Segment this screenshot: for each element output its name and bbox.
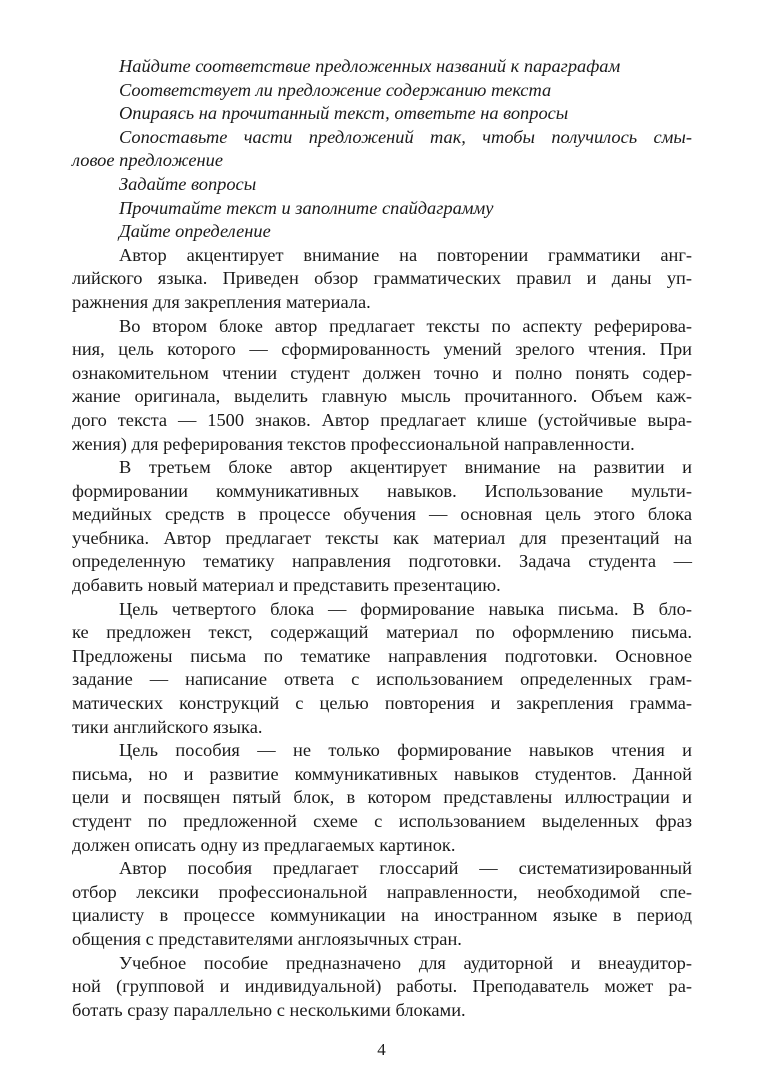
text-line: ражнения для закрепления материала.: [72, 291, 371, 312]
text-line: ке предложен текст, содержащий материал по оформлению письма.: [72, 622, 692, 643]
text-line: Цель пособия — не только формирование навыков чтения и: [119, 740, 692, 761]
text-line: должен описать одну из предлагаемых картинок.: [72, 834, 456, 855]
instruction-line: Дайте определение: [119, 221, 271, 242]
paragraph-block-four: [72, 598, 692, 740]
paragraph-glossary: [72, 857, 692, 951]
text-line: циалисту в процессе коммуникации на иностранном языке в период: [72, 905, 692, 926]
text-line: задание — написание ответа с использованием определенных грам-: [72, 669, 692, 690]
text-line: ной (групповой и индивидуальной) работы. Преподаватель может ра-: [72, 976, 692, 997]
instruction-line: Найдите соответствие предложенных названий к параграфам: [119, 56, 621, 76]
instruction-line: Прочитайте текст и заполните спайдаграмму: [119, 197, 494, 218]
text-line: жание оригинала, выделить главную мысль прочитанного. Объем каж-: [72, 386, 692, 407]
text-line: Учебное пособие предназначено для аудиторной и внеаудитор-: [119, 952, 692, 973]
page-body: [72, 55, 692, 1022]
paragraph-block-three: [72, 456, 692, 598]
paragraph-grammar: [72, 244, 692, 315]
instruction-line: Соответствует ли предложение содержанию текста: [119, 79, 552, 100]
text-line: Автор акцентирует внимание на повторении грамматики анг-: [119, 244, 692, 265]
text-line: общения с представителями англоязычных стран.: [72, 928, 462, 949]
text-line: тики английского языка.: [72, 716, 263, 737]
text-line: Автор пособия предлагает глоссарий — систематизированный: [119, 858, 692, 879]
text-line: ботать сразу параллельно с несколькими блоками.: [72, 999, 466, 1020]
text-line: матических конструкций с целью повторения и закрепления грамма-: [72, 693, 692, 714]
text-line: Цель четвертого блока — формирование навыка письма. В бло-: [119, 598, 692, 619]
text-line: учебника. Автор предлагает тексты как материал для презентаций на: [72, 527, 692, 548]
instruction-line: Опираясь на прочитанный текст, ответьте на вопросы: [119, 103, 569, 124]
paragraph-block-two: [72, 315, 692, 457]
text-line: цели и посвящен пятый блок, в котором представлены иллюстрации и: [72, 787, 692, 808]
text-line: ознакомительном чтении студент должен точно и полно понять содер-: [72, 362, 692, 383]
text-line: Предложены письма по тематике направления подготовки. Основное: [72, 645, 692, 666]
text-line: лийского языка. Приведен обзор грамматических правил и даны уп-: [72, 268, 692, 289]
instruction-list: [72, 55, 692, 244]
paragraph-block-five: [72, 739, 692, 857]
text-line: Во втором блоке автор предлагает тексты по аспекту реферирова-: [119, 315, 692, 336]
text-line: письма, но и развитие коммуникативных навыков студентов. Данной: [72, 763, 692, 784]
paragraph-purpose: [72, 952, 692, 1023]
instruction-line: ловое предложение: [72, 150, 224, 171]
page-number: 4: [377, 1040, 386, 1059]
text-line: формировании коммуникативных навыков. Использование мульти-: [72, 480, 692, 501]
text-line: жения) для реферирования текстов профессиональной направленности.: [72, 433, 635, 454]
instruction-line: Сопоставьте части предложений так, чтобы получилось смы-: [119, 126, 692, 147]
instruction-line: Задайте вопросы: [119, 173, 257, 194]
text-line: дого текста — 1500 знаков. Автор предлагает клише (устойчивые выра-: [72, 409, 692, 430]
text-line: определенную тематику направления подготовки. Задача студента —: [72, 551, 692, 572]
text-line: отбор лексики профессиональной направленности, необходимой спе-: [72, 881, 692, 902]
text-line: добавить новый материал и представить презентацию.: [72, 575, 501, 596]
text-line: студент по предложенной схеме с использованием выделенных фраз: [72, 811, 692, 831]
text-line: медийных средств в процессе обучения — основная цель этого блока: [72, 504, 692, 525]
text-line: В третьем блоке автор акцентирует внимание на развитии и: [119, 457, 692, 478]
text-line: ния, цель которого — сформированность умений зрелого чтения. При: [72, 339, 692, 360]
